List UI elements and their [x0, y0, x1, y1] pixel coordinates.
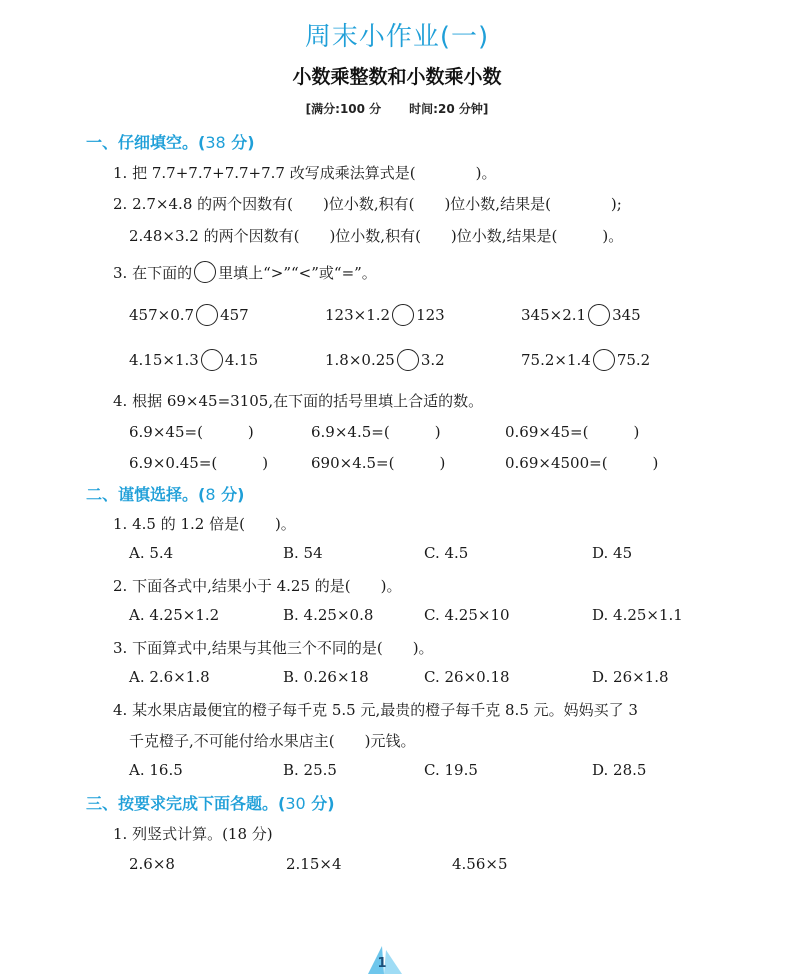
option-a[interactable]: A. 2.6×1.8	[129, 668, 210, 686]
fill-item: 6.9×45=( )	[129, 423, 254, 441]
section-1-score: 38	[205, 133, 226, 152]
compare-item: 1.8×0.25 3.2	[325, 351, 445, 369]
s1-question-2a: 2. 2.7×4.8 的两个因数有( )位小数,积有( )位小数,结果是( );	[113, 195, 622, 213]
section-3-score: 30	[285, 794, 306, 813]
option-c[interactable]: C. 4.25×10	[424, 606, 510, 624]
time-limit: 时间:20 分钟]	[409, 102, 489, 116]
exam-meta	[0, 100, 794, 117]
option-d[interactable]: D. 4.25×1.1	[592, 606, 683, 624]
s1-question-3: 3. 在下面的 里填上“>”“<”或“=”。	[113, 262, 377, 283]
fill-item: 6.9×0.45=( )	[129, 454, 269, 472]
compare-item: 123×1.2 123	[325, 306, 445, 324]
option-a[interactable]: A. 16.5	[129, 761, 183, 779]
section-2-score: 8	[205, 485, 216, 504]
fill-item: 6.9×4.5=( )	[311, 423, 441, 441]
answer-circle[interactable]	[196, 304, 218, 326]
answer-circle[interactable]	[392, 304, 414, 326]
option-c[interactable]: C. 4.5	[424, 544, 469, 562]
compare-circle-icon	[194, 261, 216, 283]
calc-item: 2.15×4	[286, 855, 342, 873]
page-subtitle: 小数乘整数和小数乘小数	[292, 66, 502, 88]
fill-item: 0.69×4500=( )	[505, 454, 659, 472]
section-1-title: 一、仔细填空。(38 分)	[86, 133, 255, 152]
page-number: 1	[377, 956, 387, 971]
option-a[interactable]: A. 4.25×1.2	[129, 606, 220, 624]
option-c[interactable]: C. 26×0.18	[424, 668, 510, 686]
compare-item: 345×2.1 345	[521, 306, 641, 324]
s2-question-4a: 4. 某水果店最便宜的橙子每千克 5.5 元,最贵的橙子每千克 8.5 元。妈妈买了 3	[113, 701, 638, 719]
answer-circle[interactable]	[588, 304, 610, 326]
s2-question-1: 1. 4.5 的 1.2 倍是( )。	[113, 515, 296, 533]
page-title: 周末小作业(一)	[304, 22, 490, 52]
option-a[interactable]: A. 5.4	[129, 544, 174, 562]
compare-item: 457×0.7 457	[129, 306, 249, 324]
calc-item: 4.56×5	[452, 855, 508, 873]
s1-question-4: 4. 根据 69×45=3105,在下面的括号里填上合适的数。	[113, 392, 484, 410]
compare-item: 75.2×1.4 75.2	[521, 351, 651, 369]
fill-item: 690×4.5=( )	[311, 454, 446, 472]
answer-circle[interactable]	[201, 349, 223, 371]
s2-question-3: 3. 下面算式中,结果与其他三个不同的是( )。	[113, 639, 434, 657]
calc-item: 2.6×8	[129, 855, 175, 873]
option-b[interactable]: B. 0.26×18	[283, 668, 369, 686]
fill-item: 0.69×45=( )	[505, 423, 640, 441]
section-2-title: 二、谨慎选择。(8 分)	[86, 485, 245, 504]
page-number-badge	[360, 944, 410, 974]
option-d[interactable]: D. 45	[592, 544, 633, 562]
option-d[interactable]: D. 28.5	[592, 761, 647, 779]
option-b[interactable]: B. 54	[283, 544, 323, 562]
full-score: [满分:100 分	[305, 102, 382, 116]
section-3-title: 三、按要求完成下面各题。(30 分)	[86, 794, 335, 813]
s3-question-1: 1. 列竖式计算。(18 分)	[113, 825, 273, 843]
s2-question-4b: 千克橙子,不可能付给水果店主( )元钱。	[129, 732, 416, 750]
answer-circle[interactable]	[593, 349, 615, 371]
s2-question-2: 2. 下面各式中,结果小于 4.25 的是( )。	[113, 577, 402, 595]
option-b[interactable]: B. 4.25×0.8	[283, 606, 374, 624]
option-c[interactable]: C. 19.5	[424, 761, 478, 779]
s1-question-1: 1. 把 7.7+7.7+7.7+7.7 改写成乘法算式是( )。	[113, 164, 497, 182]
answer-circle[interactable]	[397, 349, 419, 371]
compare-item: 4.15×1.3 4.15	[129, 351, 259, 369]
option-d[interactable]: D. 26×1.8	[592, 668, 669, 686]
s1-question-2b: 2.48×3.2 的两个因数有( )位小数,积有( )位小数,结果是( )。	[129, 227, 624, 245]
option-b[interactable]: B. 25.5	[283, 761, 337, 779]
